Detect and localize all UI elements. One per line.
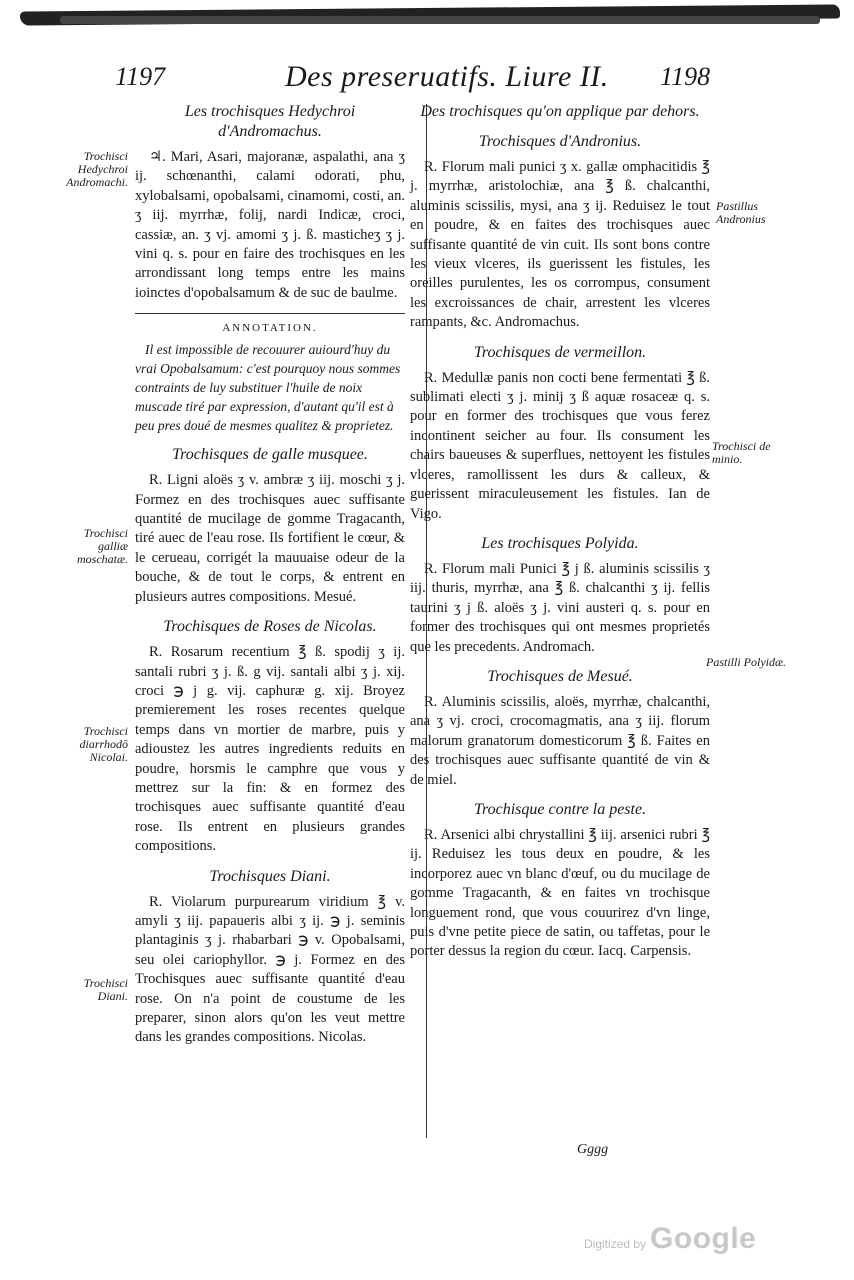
margin-note-polyidae: Pastilli Polyidæ.	[706, 655, 786, 669]
section-diani	[135, 867, 405, 1048]
annotation-heading: ANNOTATION.	[222, 322, 318, 335]
section-body: R. Medullæ panis non cocti bene fermentati ℥ ß. sublimati electi ʒ j. minij ʒ ß aquæ rosaceæ q. s. pour en former des trochisques que vous ferez incontinent seicher au four. Ils consument les chairs baueuses & superflues, nettoyent les fistules vlceres, ramollissent les durs & calleux, & guerissent miraculeusement les fistules. Ian de Vigo.	[410, 369, 710, 522]
annotation-body: Il est impossible de recouurer auiourd'huy du vrai Opobalsamum: c'est pourquoy nous sommes contraints de luy substituer l'huile de noix muscade tiré par expression, d'autant qu'il est à peu pres doué de mesmes qualitez & proprietez.	[135, 342, 401, 434]
section-body: R. Violarum purpurearum viridium ℥ v. amyli ʒ iij. papaueris albi ʒ ij. ℈ j. seminis plantaginis ʒ j. rhabarbari ℈ v. Opobalsami, seu olei cariophyllor. ℈ j. Formez en des Trochisques auec suffisante quantité d'eau rose. On n'a point de coustume de les preparer, sinon alors qu'on les veut mettre dans les grandes compositions. Nicolas.	[135, 893, 405, 1046]
section-heading: Trochisque contre la peste.	[473, 800, 647, 818]
section-andronius	[410, 132, 710, 333]
digitization-watermark	[584, 1222, 756, 1256]
section-body: R. Florum mali Punici ℥ j ß. aluminis scissilis ʒ iij. thuris, myrrhæ, ana ℥ ß. chalcanthi ʒ ij. fellis taurini ʒ j ß. aloës ʒ j. vini austeri q. s. pour en former des trochisques qui ont mesmes proprietés que les precedents. Andromach.	[410, 560, 710, 655]
margin-note-diarrhodon: Trochisci diarrhodō Nicolai.	[79, 724, 128, 764]
section-heading: Des trochisques qu'on applique par dehors.	[420, 103, 700, 120]
signature-mark: Gggg	[577, 1142, 609, 1157]
section-mesue	[410, 667, 710, 790]
section-separator	[135, 313, 405, 314]
page-number-left: 1197	[115, 62, 166, 91]
section-heading: Trochisques de galle musquee.	[172, 446, 368, 464]
section-body: R. Aluminis scissilis, aloës, myrrhæ, chalcanthi, ana ʒ vj. croci, crocomagmatis, ana ʒ iij. florum malorum granatorum domesticorum ℥ ß. Faites en des trochisques auec suffisante quantité de vin & de miel.	[410, 693, 710, 788]
section-heading: Trochisques de Mesué.	[487, 667, 633, 685]
margin-note-minio: Trochisci de minio.	[712, 439, 771, 466]
section-body: R. Florum mali punici ʒ x. gallæ omphacitidis ℥ j. myrrhæ, aristolochiæ, ana ℥ ß. chalcanthi, aluminis scissilis, mysi, ana ʒ ij. Reduisez le tout en poudre, & en faites des trochisques auec suffisante quantité de vin cuit. Ils sont bons contre les vieux vlceres, ils guerissent les fistules, les oreilles purulentes, les os corrompus, consument les excroissances de chair, arrestent les vlceres rampants, &c. Andromachus.	[410, 159, 710, 331]
section-body: R. Ligni aloës ʒ v. ambræ ʒ iij. moschi ʒ j. Formez en des trochisques auec suffisante quantité de mucilage de gomme Tragacanth, tiré auec de l'eau rose. Ils fortifient le cœur, & le cerueau, corrigét la mauuaise odeur de la bouche, & de tout le corps, & entrent en plusieurs autres compositions. Mesué.	[135, 472, 405, 605]
section-par-dehors	[410, 102, 710, 122]
left-column	[135, 100, 405, 1058]
section-peste	[410, 800, 710, 962]
section-annotation	[135, 322, 405, 435]
section-roses-nicolas	[135, 617, 405, 856]
section-heading: Les trochisques Polyida.	[481, 534, 639, 552]
google-logo: Google	[650, 1222, 757, 1255]
section-hedychroi	[135, 102, 405, 303]
margin-note-hedychroi: Trochisci Hedychroi Andromachi.	[66, 149, 128, 189]
section-heading: Trochisques de vermeillon.	[473, 343, 647, 361]
scan-shadow-inner	[60, 16, 820, 24]
page-header	[0, 58, 854, 98]
section-body: R. Rosarum recentium ℥ ß. spodij ʒ ij. santali rubri ʒ j. ß. g vij. santali albi ʒ j. xij. croci ℈ j g. vij. caphuræ g. xij. Broyez premierement les roses recentes quelque temps dans vn mortier de marbre, puis y adioustez les autres ingredients reduits en poudre, horsmis le camphre que vous y mettrez sur la fin: & en formez des trochisques auec suffisante quantité d'eau rose. Ils entrent en plusieurs grandes compositions.	[135, 644, 405, 855]
scan-top-edge	[0, 0, 854, 40]
section-polyida	[410, 534, 710, 657]
watermark-prefix: Digitized by	[584, 1237, 647, 1251]
section-heading: Trochisques Diani.	[209, 867, 331, 885]
page-number-right: 1198	[660, 62, 711, 91]
margin-note-andronius: Pastillus Andronius	[716, 199, 766, 226]
section-heading: Les trochisques Hedychroi d'Andromachus.	[184, 103, 356, 140]
section-galle-musquee	[135, 445, 405, 607]
section-heading: Trochisques d'Andronius.	[478, 133, 642, 150]
margin-note-diani: Trochisci Diani.	[83, 976, 128, 1003]
section-vermeillon	[410, 343, 710, 524]
section-body: ♃. Mari, Asari, majoranæ, aspalathi, ana ʒ ij. schœnanthi, calami odorati, phu, xylobalsami, opobalsami, cinamomi, costi, an. ʒ iij. myrrhæ, folij, nardi Indicæ, croci, cassiæ, an. ʒ vj. amomi ʒ j. ß. masticheʒ ʒ j. vini q. s. pour en faire des trochisques en les arrondissant long temps entre les mains ioinctes d'opobalsamum & de suc de baulme.	[135, 149, 405, 301]
margin-note-galliae: Trochisci galliæ moschatæ.	[77, 526, 128, 566]
section-body: R. Arsenici albi chrystallini ℥ iij. arsenici rubri ℥ ij. Reduisez les tous deux en poudre, & les incorporez auec vn blanc d'œuf, ou du mucilage de gomme Tragacanth, & en faites vn trochisque longuement rond, que vous couurirez d'vn linge, puis d'vne petite piece de satin, ou taffetas, pour le porter dessus la region du cœur. Iacq. Carpensis.	[410, 826, 710, 960]
running-title: Des preseruatifs. Liure II.	[285, 60, 609, 93]
right-column	[410, 100, 710, 972]
section-heading: Trochisques de Roses de Nicolas.	[163, 618, 377, 636]
